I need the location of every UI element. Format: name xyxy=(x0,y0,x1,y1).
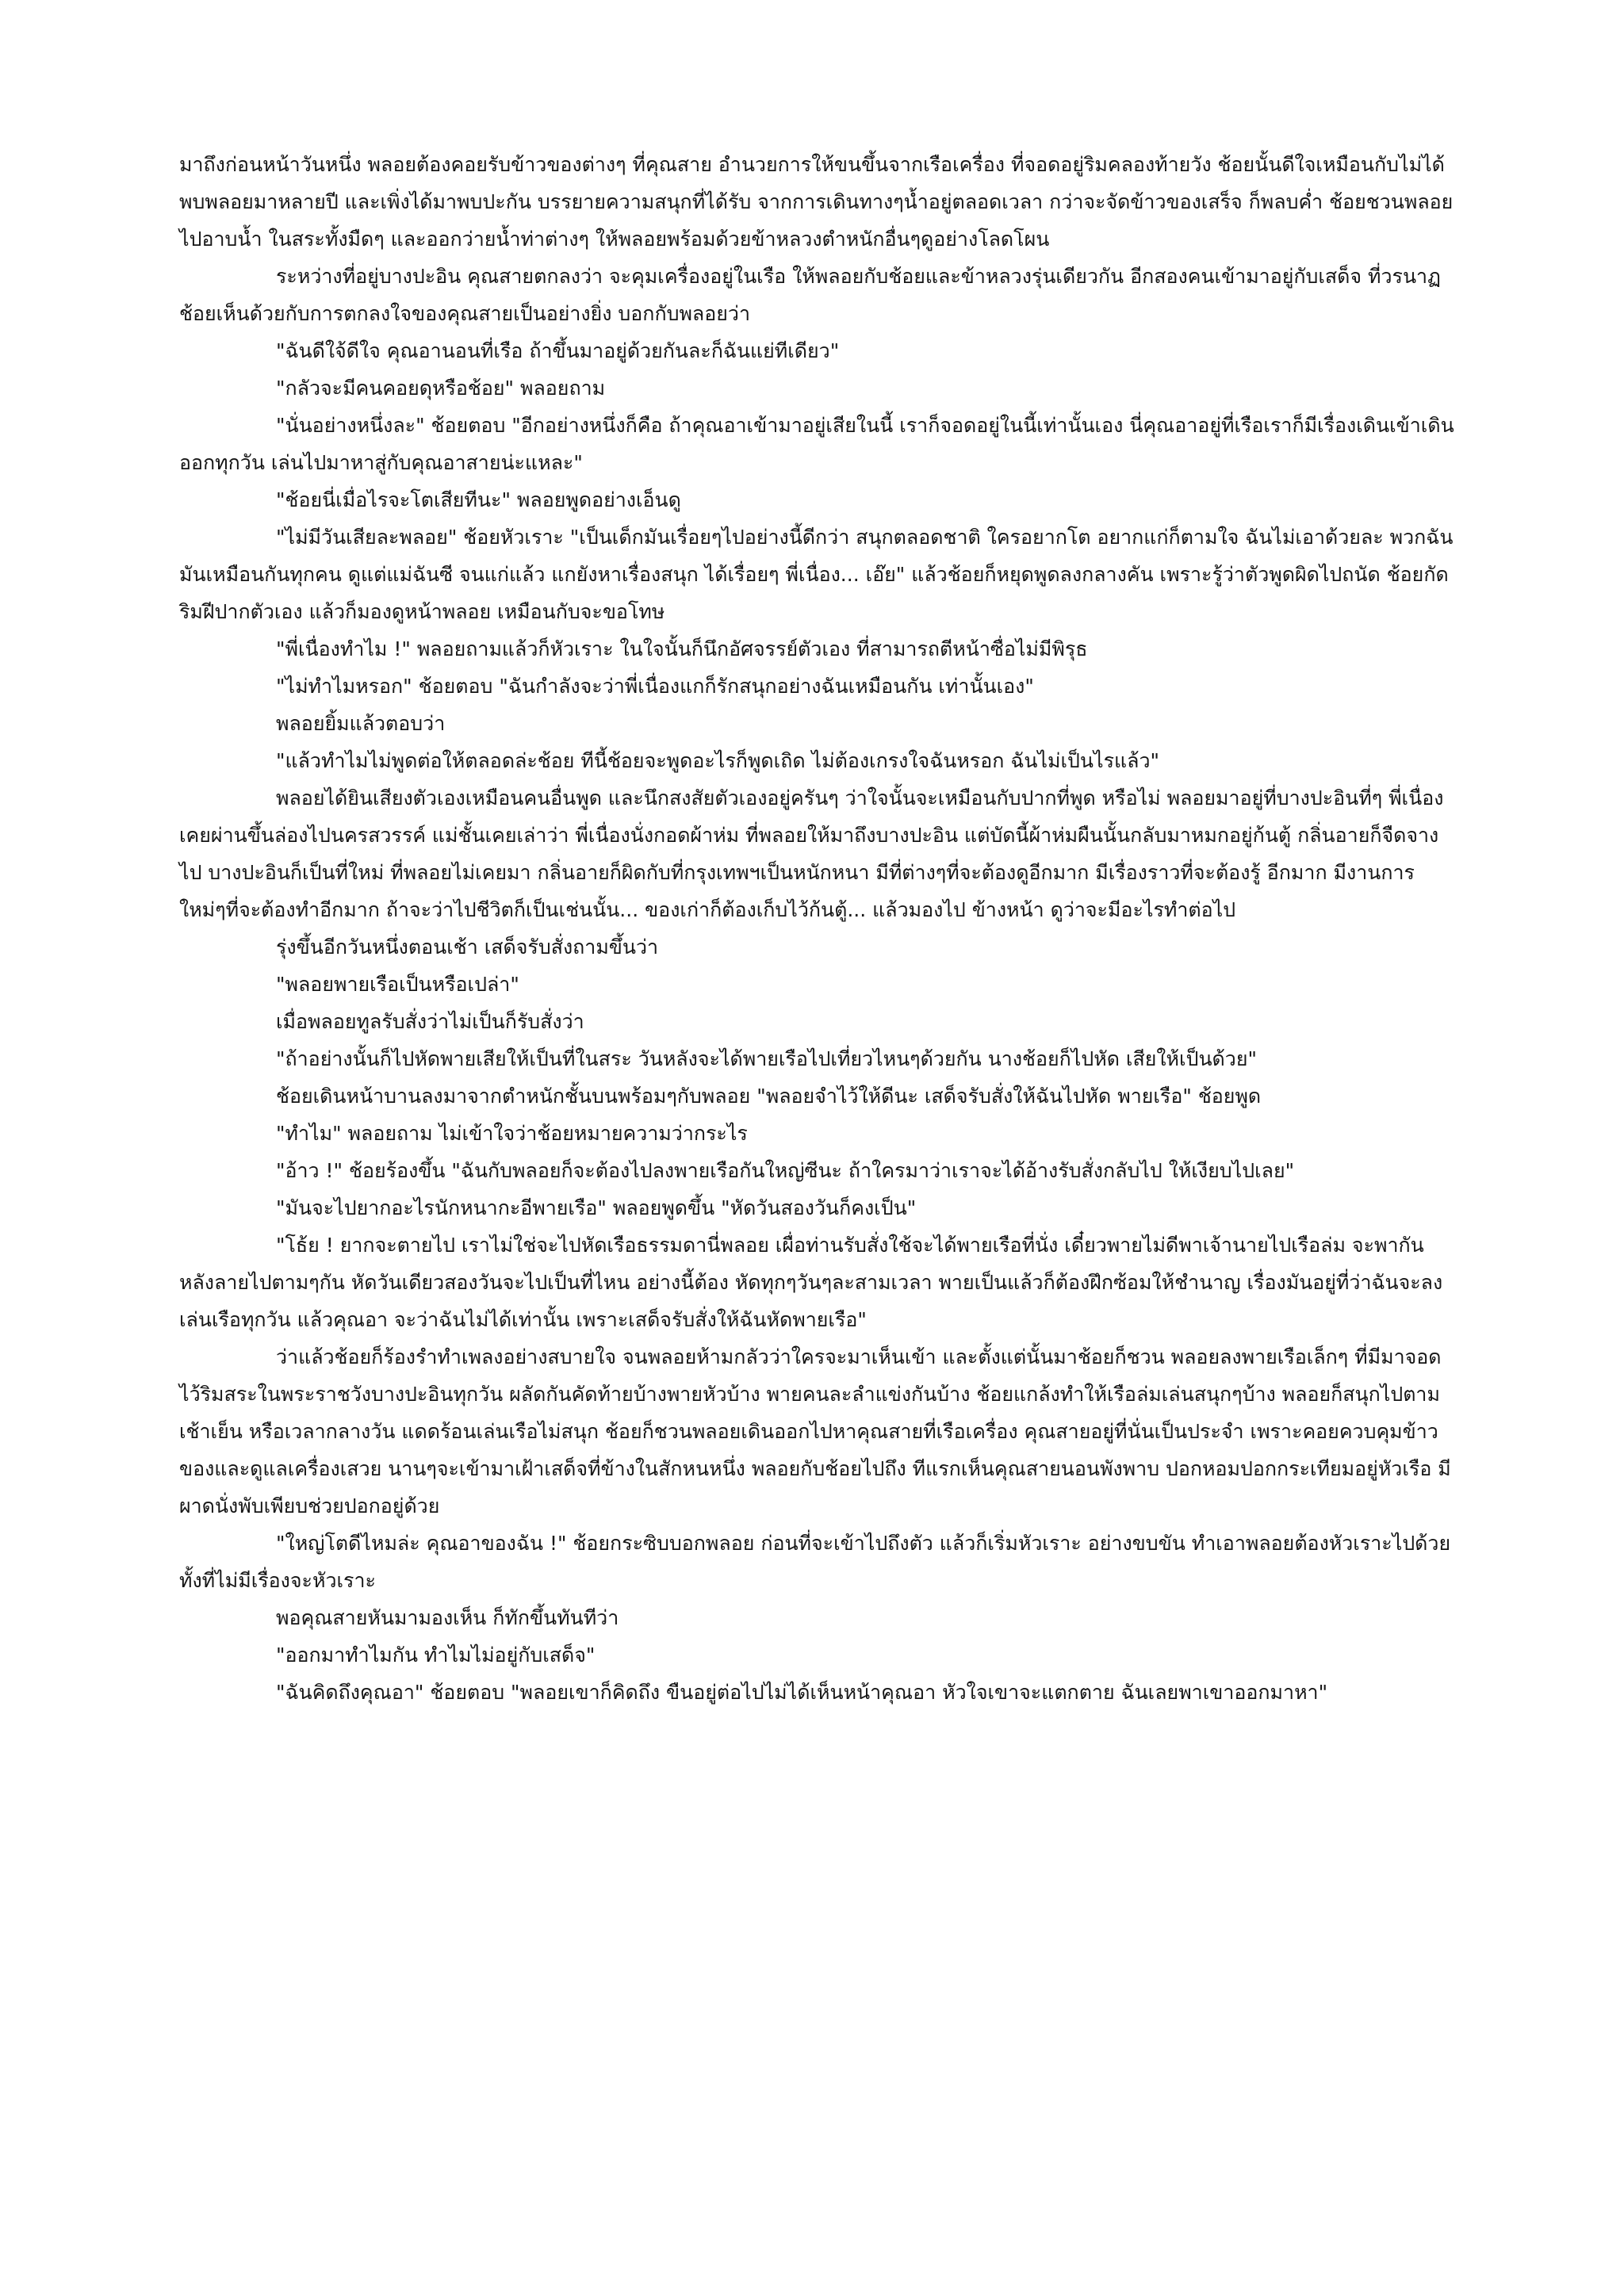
paragraph: "ใหญ่โตดีไหมล่ะ คุณอาของฉัน !" ช้อยกระซิบบอกพลอย ก่อนที่จะเข้าไปถึงตัว แล้วก็เริ่มหัวเราะ อย่างขบขัน ทำเอาพลอยต้องหัวเราะไปด้วย ทั้งที่ไม่มีเรื่องจะหัวเราะ xyxy=(179,1532,1451,1592)
paragraph: "แล้วทำไมไม่พูดต่อให้ตลอดล่ะช้อย ทีนี้ช้อยจะพูดอะไรก็พูดเถิด ไม่ต้องเกรงใจฉันหรอก ฉันไม่เป็นไรแล้ว" xyxy=(276,749,1159,772)
paragraph: พลอยยิ้มแล้วตอบว่า xyxy=(276,712,446,735)
paragraph: พลอยได้ยินเสียงตัวเองเหมือนคนอื่นพูด และนึกสงสัยตัวเองอยู่ครันๆ ว่าใจนั้นจะเหมือนกับปากที่พูด หรือไม่ พลอยมาอยู่ที่บางปะอินที่ๆ พี่เนื่องเคยผ่านขึ้นล่องไปนครสวรรค์ แม่ชั้นเคยเล่าว่า พี่เนื่องนั่งกอดผ้าห่ม ที่พลอยให้มาถึงบางปะอิน แต่บัดนี้ผ้าห่มผืนนั้นกลับมาหมกอยู่ก้นตู้ กลิ่นอายก็จืดจางไป บางปะอินก็เป็นที่ใหม่ ที่พลอยไม่เคยมา กลิ่นอายก็ผิดกับที่กรุงเทพฯเป็นหนักหนา มีที่ต่างๆที่จะต้องดูอีกมาก มีเรื่องราวที่จะต้องรู้ อีกมาก มีงานการใหม่ๆที่จะต้องทำอีกมาก ถ้าจะว่าไปชีวิตก็เป็นเช่นนั้น... ของเก่าก็ต้องเก็บไว้ก้นตู้... แล้วมองไป ข้างหน้า ดูว่าจะมีอะไรทำต่อไป xyxy=(179,786,1444,921)
paragraph: "ไม่มีวันเสียละพลอย" ช้อยหัวเราะ "เป็นเด็กมันเรื่อยๆไปอย่างนี้ดีกว่า สนุกตลอดชาติ ใครอยากโต อยากแก่ก็ตามใจ ฉันไม่เอาด้วยละ พวกฉันมันเหมือนกันทุกคน ดูแต่แม่ฉันซี จนแก่แล้ว แกยังหาเรื่องสนุก ได้เรื่อยๆ พี่เนื่อง... เอ๊ย" แล้วช้อยก็หยุดพูดลงกลางคัน เพราะรู้ว่าตัวพูดผิดไปถนัด ช้อยกัดริมฝีปากตัวเอง แล้วก็มองดูหน้าพลอย เหมือนกับจะขอโทษ xyxy=(179,526,1454,623)
paragraph: "พลอยพายเรือเป็นหรือเปล่า" xyxy=(276,973,519,996)
paragraph: รุ่งขึ้นอีกวันหนึ่งตอนเช้า เสด็จรับสั่งถามขึ้นว่า xyxy=(276,936,659,959)
paragraph: "มันจะไปยากอะไรนักหนากะอีพายเรือ" พลอยพูดขึ้น "หัดวันสองวันก็คงเป็น" xyxy=(276,1196,917,1219)
paragraph: พอคุณสายหันมามองเห็น ก็ทักขึ้นทันทีว่า xyxy=(276,1606,619,1629)
body-text xyxy=(179,146,1454,1711)
paragraph: ช้อยเดินหน้าบานลงมาจากตำหนักชั้นบนพร้อมๆกับพลอย "พลอยจำไว้ให้ดีนะ เสด็จรับสั่งให้ฉันไปหัด พายเรือ" ช้อยพูด xyxy=(276,1085,1262,1108)
paragraph: "ฉันคิดถึงคุณอา" ช้อยตอบ "พลอยเขาก็คิดถึง ขืนอยู่ต่อไปไม่ได้เห็นหน้าคุณอา หัวใจเขาจะแตกตาย ฉันเลยพาเขาออกมาหา" xyxy=(276,1681,1328,1704)
paragraph: "อ้าว !" ช้อยร้องขึ้น "ฉันกับพลอยก็จะต้องไปลงพายเรือกันใหญ่ซีนะ ถ้าใครมาว่าเราจะได้อ้างรับสั่งกลับไป ให้เงียบไปเลย" xyxy=(276,1159,1295,1182)
paragraph: "โธ้ย ! ยากจะตายไป เราไม่ใช่จะไปหัดเรือธรรมดานี่พลอย เผื่อท่านรับสั่งใช้จะได้พายเรือที่นั่ง เดี๋ยวพายไม่ดีพาเจ้านายไปเรือล่ม จะพากันหลังลายไปตามๆกัน หัดวันเดียวสองวันจะไปเป็นที่ไหน อย่างนี้ต้อง หัดทุกๆวันๆละสามเวลา พายเป็นแล้วก็ต้องฝึกซ้อมให้ชำนาญ เรื่องมันอยู่ที่ว่าฉันจะลงเล่นเรือทุกวัน แล้วคุณอา จะว่าฉันไม่ได้เท่านั้น เพราะเสด็จรับสั่งให้ฉันหัดพายเรือ" xyxy=(179,1234,1443,1331)
paragraph: "ออกมาทำไมกัน ทำไมไม่อยู่กับเสด็จ" xyxy=(276,1644,596,1667)
paragraph: ระหว่างที่อยู่บางปะอิน คุณสายตกลงว่า จะคุมเครื่องอยู่ในเรือ ให้พลอยกับช้อยและข้าหลวงรุ่นเดียวกัน อีกสองคนเข้ามาอยู่กับเสด็จ ที่วรนาฏ ช้อยเห็นด้วยกับการตกลงใจของคุณสายเป็นอย่างยิ่ง บอกกับพลอยว่า xyxy=(179,265,1441,325)
paragraph: "พี่เนื่องทำไม !" พลอยถามแล้วก็หัวเราะ ในใจนั้นก็นึกอัศจรรย์ตัวเอง ที่สามารถตีหน้าซื่อไม่มีพิรุธ xyxy=(276,637,1088,660)
paragraph: "นั่นอย่างหนึ่งละ" ช้อยตอบ "อีกอย่างหนึ่งก็คือ ถ้าคุณอาเข้ามาอยู่เสียในนี้ เราก็จอดอยู่ในนี้เท่านั้นเอง นี่คุณอาอยู่ที่เรือเราก็มีเรื่องเดินเข้าเดินออกทุกวัน เล่นไปมาหาสู่กับคุณอาสายน่ะแหละ" xyxy=(179,414,1454,474)
paragraph: "ช้อยนี่เมื่อไรจะโตเสียทีนะ" พลอยพูดอย่างเอ็นดู xyxy=(276,488,681,511)
paragraph: "ไม่ทำไมหรอก" ช้อยตอบ "ฉันกำลังจะว่าพี่เนื่องแกก็รักสนุกอย่างฉันเหมือนกัน เท่านั้นเอง" xyxy=(276,675,1034,698)
paragraph: "ถ้าอย่างนั้นก็ไปหัดพายเสียให้เป็นที่ในสระ วันหลังจะได้พายเรือไปเที่ยวไหนๆด้วยกัน นางช้อยก็ไปหัด เสียให้เป็นด้วย" xyxy=(276,1047,1257,1070)
paragraph: "ฉันดีใจ้ดีใจ คุณอานอนที่เรือ ถ้าขึ้นมาอยู่ด้วยกันละก็ฉันแย่ทีเดียว" xyxy=(276,339,840,362)
paragraph: "ทำไม" พลอยถาม ไม่เข้าใจว่าช้อยหมายความว่ากระไร xyxy=(276,1122,748,1145)
paragraph: ว่าแล้วช้อยก็ร้องรำทำเพลงอย่างสบายใจ จนพลอยห้ามกลัวว่าใครจะมาเห็นเข้า และตั้งแต่นั้นมาช้อยก็ชวน พลอยลงพายเรือเล็กๆ ที่มีมาจอดไว้ริมสระในพระราชวังบางปะอินทุกวัน ผลัดกันคัดท้ายบ้างพายหัวบ้าง พายคนละลำแข่งกันบ้าง ช้อยแกล้งทำให้เรือล่มเล่นสนุกๆบ้าง พลอยก็สนุกไปตาม เช้าเย็น หรือเวลากลางวัน แดดร้อนเล่นเรือไม่สนุก ช้อยก็ชวนพลอยเดินออกไปหาคุณสายที่เรือเครื่อง คุณสายอยู่ที่นั่นเป็นประจำ เพราะคอยควบคุมข้าวของและดูแลเครื่องเสวย นานๆจะเข้ามาเฝ้าเสด็จที่ข้างในสักหนหนึ่ง พลอยกับช้อยไปถึง ทีแรกเห็นคุณสายนอนพังพาบ ปอกหอมปอกกระเทียมอยู่หัวเรือ มีผาดนั่งพับเพียบช่วยปอกอยู่ด้วย xyxy=(179,1345,1451,1517)
paragraph: เมื่อพลอยทูลรับสั่งว่าไม่เป็นก็รับสั่งว่า xyxy=(276,1010,584,1033)
paragraph: มาถึงก่อนหน้าวันหนึ่ง พลอยต้องคอยรับข้าวของต่างๆ ที่คุณสาย อำนวยการให้ขนขึ้นจากเรือเครื่อง ที่จอดอยู่ริมคลองท้ายวัง ช้อยนั้นดีใจเหมือนกับไม่ได้พบพลอยมาหลายปี และเพิ่งได้มาพบปะกัน บรรยายความสนุกที่ได้รับ จากการเดินทางๆน้ำอยู่ตลอดเวลา กว่าจะจัดข้าวของเสร็จ ก็พลบค่ำ ช้อยชวนพลอยไปอาบน้ำ ในสระทั้งมืดๆ และออกว่ายน้ำท่าต่างๆ ให้พลอยพร้อมด้วยข้าหลวงตำหนักอื่นๆดูอย่างโลดโผน xyxy=(179,153,1454,251)
paragraph: "กลัวจะมีคนคอยดุหรือช้อย" พลอยถาม xyxy=(276,377,606,400)
